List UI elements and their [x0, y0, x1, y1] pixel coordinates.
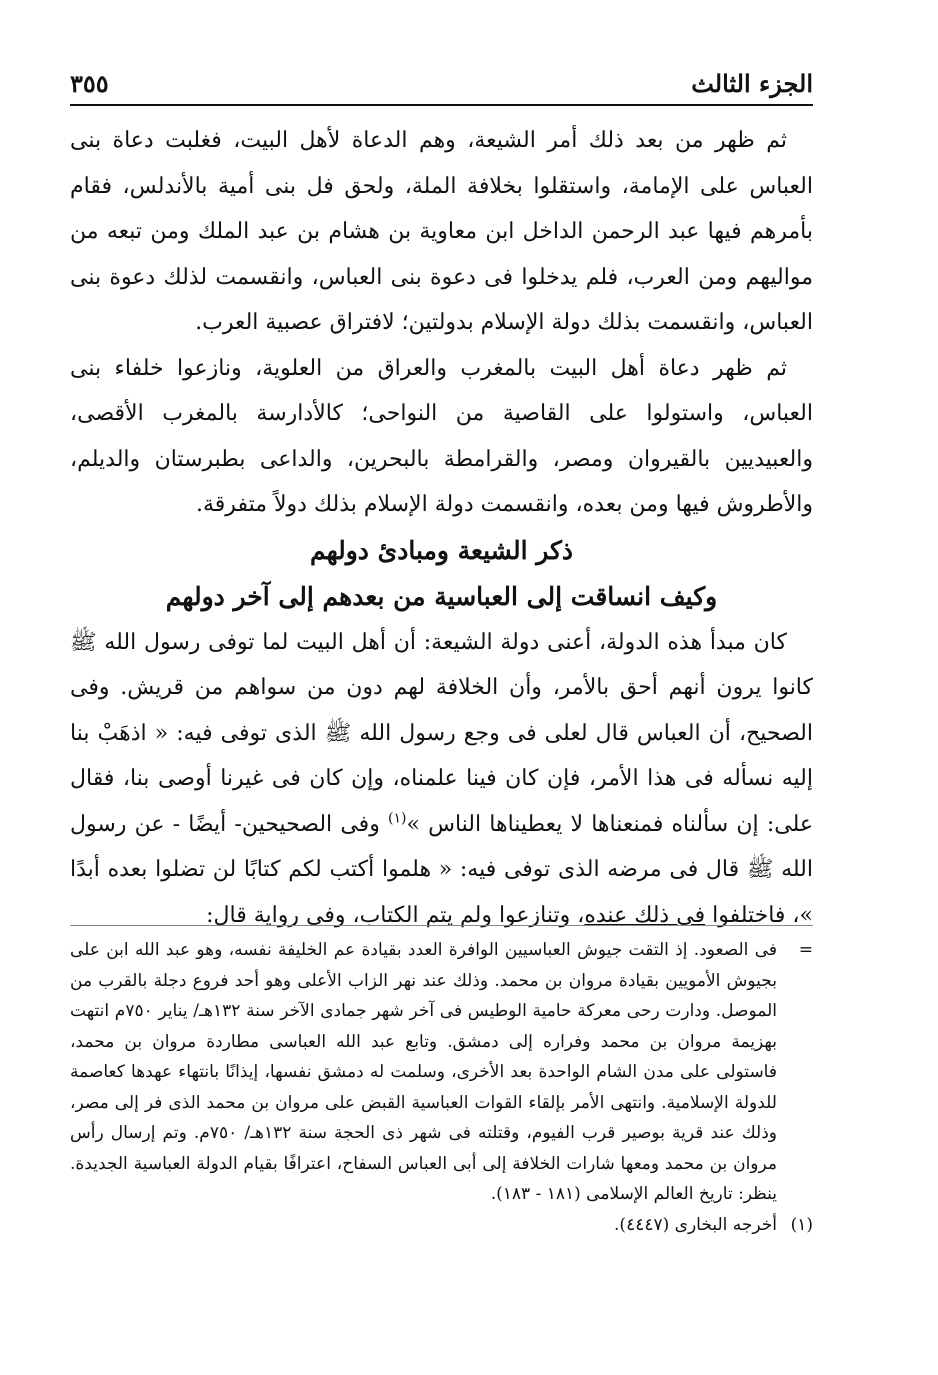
main-text — [70, 118, 813, 938]
paragraph-3-part-1: كان مبدأ هذه الدولة، أعنى دولة الشيعة: أن أهل البيت لما توفى رسول الله ﷺ كانوا يرون أنهم أحق بالأمر، وأن الخلافة لهم دون من سواهم من قريش. وفى الصحيح، أن العباس قال لعلى فى وجع رسول الله ﷺ الذى توفى فيه: « اذهَبْ بنا إليه نسأله فى هذا الأمر، فإن كان فينا علمناه، وإن كان فى غيرنا أوصى بنا، فقال على: إن سألناه فمنعناها لا يعطيناها الناس » — [70, 629, 813, 837]
footnote-text: أخرجه البخارى (٤٤٤٧). — [614, 1214, 777, 1235]
section-heading-line-2: وكيف انساقت إلى العباسية من بعدهم إلى آخر دولهم — [165, 581, 718, 611]
section-heading-line-1: ذكر الشيعة ومبادئ دولهم — [309, 535, 574, 565]
footnote-divider — [70, 925, 813, 926]
footnotes — [70, 935, 813, 1240]
paragraph-3 — [70, 620, 813, 939]
footnote-mark: (١) — [790, 1214, 813, 1235]
running-header — [70, 52, 813, 106]
paragraph-3-part-2: وفى الصحيحين- أيضًا - عن رسول الله ﷺ قال فى مرضه الذى توفى فيه: « هلموا أكتب لكم كتابًا لن تضلوا بعده أبدًا »، فاختلفوا — [70, 811, 813, 928]
footnote-1 — [70, 1210, 813, 1241]
paragraph-2: ثم ظهر دعاة أهل البيت بالمغرب والعراق من العلوية، ونازعوا خلفاء بنى العباس، واستولوا على القاصية من النواحى؛ كالأدارسة بالمغرب الأقصى، والعبيديين بالقيروان ومصر، والقرامطة بالبحرين، والداعى بطبرستان والديلم، والأطروش فيها ومن بعده، وانقسمت دولة الإسلام بذلك دولاً متفرقة. — [70, 355, 813, 517]
footnote-continued — [70, 935, 813, 1210]
paragraph-3-part-3: ، وتنازعوا ولم يتم الكتاب، وفى رواية قال: — [206, 902, 585, 928]
chapter-title: الجزء الثالث — [691, 69, 813, 98]
paragraph-1: ثم ظهر من بعد ذلك أمر الشيعة، وهم الدعاة لأهل البيت، فغلبت دعاة بنى العباس على الإمامة، واستقلوا بخلافة الملة، ولحق فل بنى أمية بالأندلس، فقام بأمرهم فيها عبد الرحمن الداخل ابن معاوية بن هشام بن عبد الملك ومن تبعه من مواليهم ومن العرب، فلم يدخلوا فى دعوة بنى العباس، وانقسمت لذلك دعوة بنى العباس، وانقسمت بذلك دولة الإسلام بدولتين؛ لافتراق عصبية العرب. — [70, 128, 813, 335]
footnote-mark: = — [798, 940, 813, 960]
footnote-reference[interactable]: (١) — [387, 810, 407, 827]
underlined-phrase: فى ذلك عنده — [584, 902, 706, 928]
page-number: ٣٥٥ — [70, 69, 109, 98]
footnote-text: فى الصعود. إذ التقت جيوش العباسيين الوافرة العدد بقيادة عم الخليفة نفسه، وهو عبد الله ابن على بجيوش الأمويين بقيادة مروان بن محمد. وذلك عند نهر الزاب الأعلى وهو أحد فروع دجلة بالقرب من الموصل. ودارت رحى معركة حامية الوطيس فى آخر شهر جمادى الآخر سنة ١٣٢هـ/ يناير ٧٥٠م انتهت بهزيمة مروان بن محمد وفراره إلى دمشق. وتابع عبد الله العباسى مطاردة مروان بن محمد، فاستولى على مدن الشام الواحدة بعد الأخرى، وسلمت له دمشق نفسها، إيذانًا بانتهاء عهدها كعاصمة للدولة الإسلامية. وانتهى الأمر بإلقاء القوات العباسية القبض على مروان بن محمد الذى فر إلى مصر، وذلك عند قرية بوصير قرب الفيوم، وقتلته فى شهر ذى الحجة سنة ١٣٢هـ/ ٧٥٠م. وتم إرسال رأس مروان بن محمد ومعها شارات الخلافة إلى أبى العباس السفاح، اعترافًا بقيام الدولة العباسية الجديدة. ينظر: تاريخ العالم الإسلامى (١٨١ - ١٨٣). — [70, 940, 778, 1204]
